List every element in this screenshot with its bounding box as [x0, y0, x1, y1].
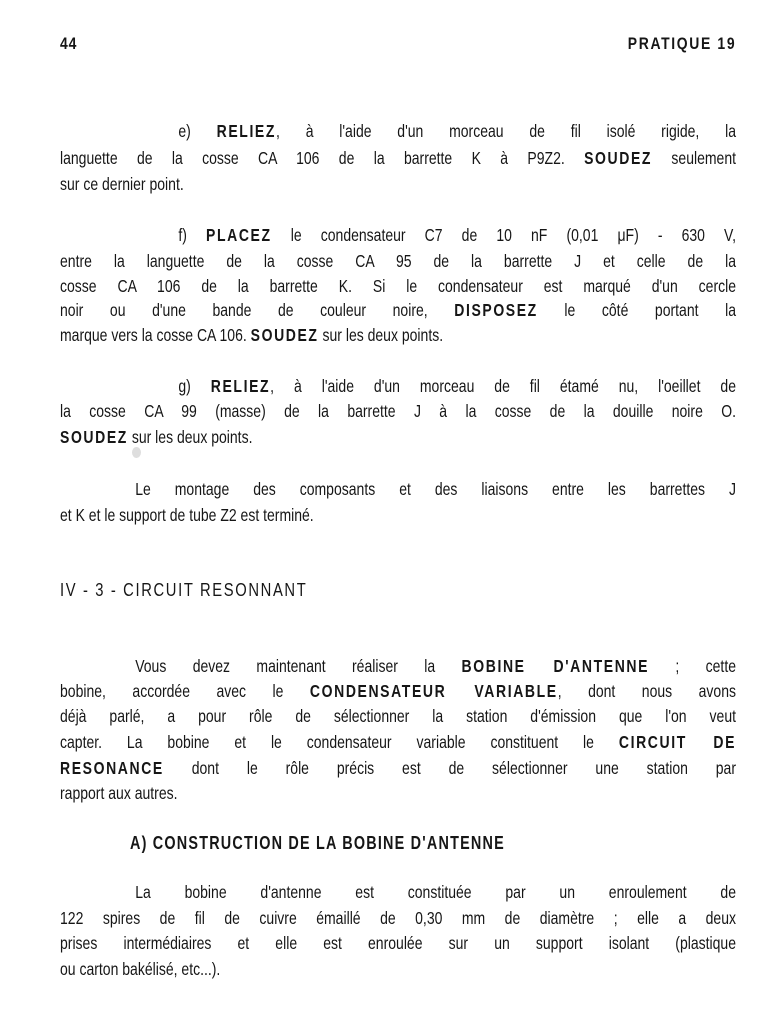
text-line [60, 399, 736, 423]
line-text: ou carton bakélisé, etc...). [60, 959, 221, 979]
text-line [60, 679, 736, 703]
line-text: et K et le support de tube Z2 est terminé. [60, 505, 314, 525]
line-text: déjà parlé, a pour rôle de sélectionner la station d'émission que l'on veut [60, 706, 736, 726]
text-line [60, 223, 736, 247]
line-text: cosse CA 106 de la barrette K. Si le condensateur est marqué d'un cercle [60, 276, 736, 296]
scan-smudge [132, 447, 141, 458]
line-text: la cosse CA 99 (masse) de la barrette J à la cosse de la douille noire O. [60, 401, 736, 421]
line-text: RESONANCE dont le rôle précis est de sélectionner une station par [60, 758, 737, 778]
text-line [60, 274, 736, 298]
line-text: Le montage des composants et des liaisons entre les barrettes J [135, 479, 736, 499]
text-line [60, 756, 736, 780]
keyword-emphasis: PLACEZ [206, 225, 272, 245]
line-text: noir ou d'une bande de couleur noire, DISPOSEZ le côté portant la [60, 300, 736, 320]
text-line [60, 172, 736, 196]
line-text: entre la languette de la cosse CA 95 de la barrette J et celle de la [60, 251, 736, 271]
keyword-emphasis: CIRCUIT DE [618, 732, 737, 752]
text-line [60, 323, 736, 347]
keyword-emphasis: SOUDEZ [250, 325, 319, 345]
text-line [60, 931, 736, 955]
line-text: capter. La bobine et le condensateur variable constituent le CIRCUIT DE [60, 732, 737, 752]
keyword-emphasis: RELIEZ [216, 121, 277, 141]
text-line [60, 503, 736, 527]
text-line [60, 704, 736, 728]
running-title: PRATIQUE 19 [627, 34, 736, 53]
text-line [60, 119, 736, 143]
line-text: bobine, accordée avec le CONDENSATEUR VARIABLE, dont nous avons [60, 681, 736, 701]
text-line [60, 146, 736, 170]
text-line [60, 880, 736, 904]
keyword-emphasis: SOUDEZ [584, 148, 653, 168]
text-line [60, 425, 736, 449]
text-line [60, 957, 736, 981]
subsection-heading: A) CONSTRUCTION DE LA BOBINE D'ANTENNE [130, 833, 505, 853]
page-number: 44 [60, 34, 78, 53]
keyword-emphasis: RELIEZ [210, 376, 271, 396]
line-text: La bobine d'antenne est constituée par un enroulement de [135, 882, 736, 902]
line-text: marque vers la cosse CA 106. SOUDEZ sur les deux points. [60, 325, 444, 345]
line-text: languette de la cosse CA 106 de la barrette K à P9Z2. SOUDEZ seulement [60, 148, 736, 168]
keyword-emphasis: CONDENSATEUR VARIABLE [309, 681, 558, 701]
text-line [60, 906, 736, 930]
text-line [60, 477, 736, 501]
text-line [60, 298, 736, 322]
keyword-emphasis: DISPOSEZ [454, 300, 538, 320]
line-text: g) RELIEZ, à l'aide d'un morceau de fil étamé nu, l'oeillet de [178, 376, 736, 396]
line-text: prises intermédiaires et elle est enroulée sur un support isolant (plastique [60, 933, 736, 953]
line-text: 122 spires de fil de cuivre émaillé de 0,30 mm de diamètre ; elle a deux [60, 908, 736, 928]
keyword-emphasis: SOUDEZ [60, 427, 128, 447]
line-text: Vous devez maintenant réaliser la BOBINE D'ANTENNE ; cette [135, 656, 736, 676]
text-line [60, 654, 736, 678]
line-text: SOUDEZ sur les deux points. [60, 427, 253, 447]
text-line [60, 249, 736, 273]
keyword-emphasis: BOBINE D'ANTENNE [461, 656, 650, 676]
keyword-emphasis: RESONANCE [60, 758, 164, 778]
text-line [60, 730, 736, 754]
section-heading: IV - 3 - CIRCUIT RESONNANT [60, 580, 308, 600]
line-text: rapport aux autres. [60, 783, 178, 803]
line-text: sur ce dernier point. [60, 174, 184, 194]
line-text: f) PLACEZ le condensateur C7 de 10 nF (0,01 μF) - 630 V, [178, 225, 736, 245]
text-line [60, 374, 736, 398]
line-text: e) RELIEZ, à l'aide d'un morceau de fil isolé rigide, la [178, 121, 736, 141]
text-line [60, 781, 736, 805]
